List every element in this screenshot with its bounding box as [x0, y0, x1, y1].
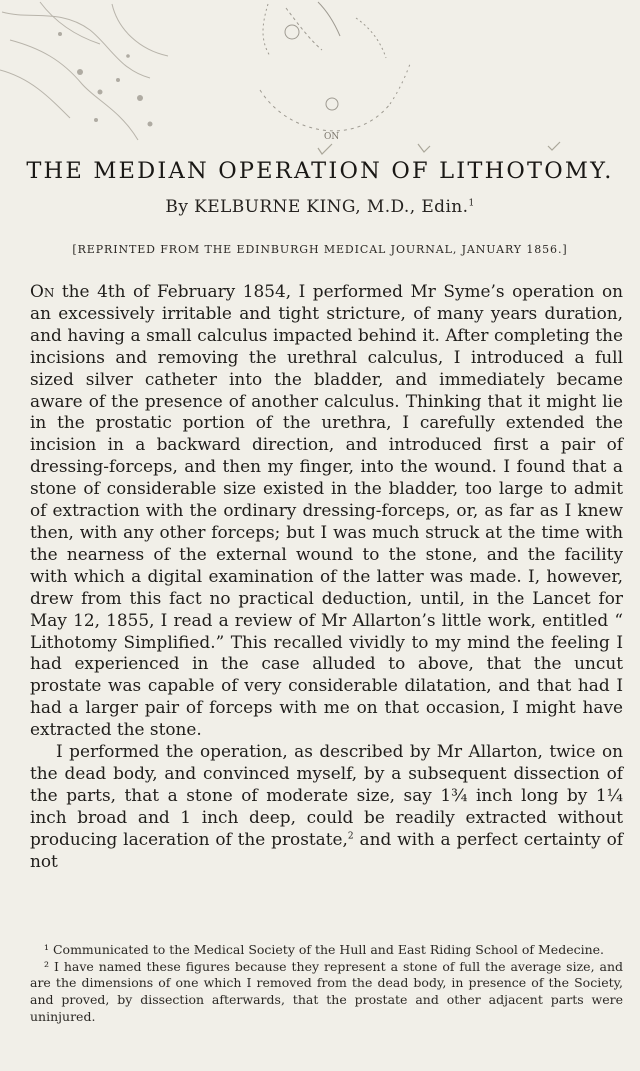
stamp-text: ON — [324, 132, 340, 142]
paragraph-text: I performed the operation, as described by Mr Allarton, twice on the dead body, and convinced myself, by a subsequent dissection of the parts, that a stone of moderate size, say 1¾ inch long by 1¼ inch broad and 1 inch deep, could be readily extracted without producing laceration of the prostate, — [30, 741, 623, 849]
footnote-mark: 2 — [347, 831, 354, 842]
pencil-tick-mark — [0, 0, 640, 175]
author-byline — [0, 197, 640, 217]
reprint-note: [REPRINTED FROM THE EDINBURGH MEDICAL JOURNAL, JANUARY 1856.] — [72, 243, 568, 256]
paragraph-text: and with a perfect certainty of not — [30, 828, 623, 871]
footnotes — [30, 942, 623, 1026]
paragraph — [30, 281, 623, 741]
page-title: THE MEDIAN OPERATION OF LITHOTOMY. — [26, 158, 614, 184]
paragraph-text: the 4th of February 1854, I performed Mr Syme’s operation on an excessively irritable and tight stricture, of many years duration, and having a small calculus impacted behind it. After completing the incisions and removing the urethral calculus, I introduced a full sized silver catheter into the bladder, and immediately became aware of the presence of another calculus. Thinking that it might lie in the prostatic portion of the urethra, I carefully extended the incision in a backward direction, and introduced first a pair of dressing-forceps, and then my finger, into the wound. I found that a stone of considerable size existed in the bladder, too large to admit of extraction with the ordinary dressing-forceps, or, as far as I knew then, with any other forceps; but I was much struck at the time with the nearness of the external wound to the stone, and the facility with which a digital examination of the latter was made. I, however, drew from this fact no practical deduction, until, in the Lancet for May 12, 1855, I read a review of Mr Allarton’s little work, entitled “ Lithotomy Simplified.” This recalled vividly to my mind the feeling I had experienced in the case alluded to above, that the uncut prostate was capable of very considerable dilatation, and that had I had a larger pair of forceps with me on that occasion, I might have extracted the stone. — [30, 281, 624, 740]
article-body — [30, 281, 623, 872]
paragraph — [30, 741, 623, 872]
paragraph-lead: On — [30, 281, 55, 301]
footnote-mark: 1 — [468, 198, 475, 209]
author-name: By KELBURNE KING, M.D., Edin. — [165, 197, 469, 217]
footnote: ² I have named these figures because they represent a stone of full the average size, and are the dimensions of one which I removed from the dead body, in presence of the Society, and proved, by dissection afterwards, that the prostate and other adjacent parts were uninjured. — [30, 958, 623, 1024]
footnote: ¹ Communicated to the Medical Society of the Hull and East Riding School of Medecine. — [44, 942, 605, 957]
